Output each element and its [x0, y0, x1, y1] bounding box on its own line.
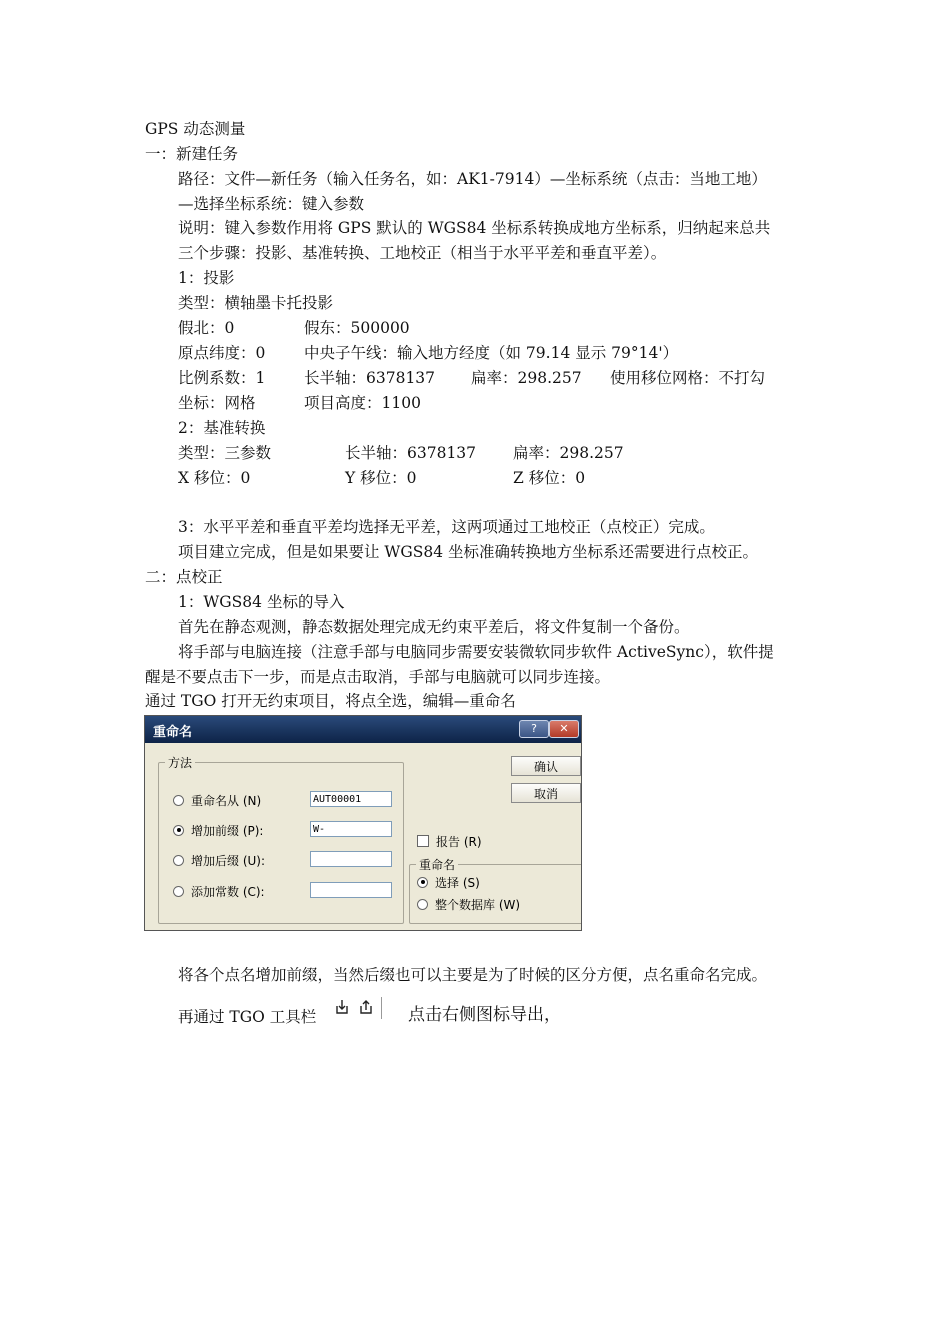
radio-whole-database[interactable] [417, 896, 520, 912]
checkbox-icon[interactable] [417, 835, 429, 847]
desc-line-1: 说明：键入参数作用将 GPS 默认的 WGS84 坐标系转换成地方坐标系，归纳起来总共 [178, 219, 771, 237]
projection-heading: 1：投影 [178, 269, 235, 287]
z-shift: Z 移位：0 [513, 469, 586, 487]
checkbox-label: 报告 (R) [436, 834, 482, 849]
radio-label: 增加前缀 (P): [191, 823, 264, 838]
rename-scope-label: 重命名 [416, 856, 458, 873]
import-icon[interactable] [335, 999, 349, 1015]
datum-flattening: 扁率：298.257 [513, 444, 624, 462]
radio-add-prefix[interactable] [173, 822, 263, 838]
shift-grid: 使用移位网格：不打勾 [610, 369, 766, 387]
tgo-toolbar [329, 995, 385, 1021]
radio-icon[interactable] [173, 886, 184, 897]
x-shift: X 移位：0 [178, 469, 251, 487]
datum-semi-major: 长半轴：6378137 [345, 444, 477, 462]
wgs84-import-heading: 1：WGS84 坐标的导入 [178, 593, 345, 611]
section2-heading: 二：点校正 [145, 568, 223, 586]
y-shift: Y 移位：0 [345, 469, 417, 487]
section1-heading: 一：新建任务 [145, 145, 239, 163]
semi-major-axis: 长半轴：6378137 [304, 369, 436, 387]
paragraph-backup: 首先在静态观测，静态数据处理完成无约束平差后，将文件复制一个备份。 [178, 618, 690, 636]
method-group-label: 方法 [165, 754, 195, 771]
radio-icon[interactable] [417, 899, 428, 910]
constant-input[interactable] [310, 882, 392, 898]
false-east: 假东：500000 [304, 319, 410, 337]
projection-type: 类型：横轴墨卡托投影 [178, 294, 334, 312]
paragraph-toolbar-tail: 点击右侧图标导出， [408, 1005, 561, 1025]
datum-heading: 2：基准转换 [178, 419, 266, 437]
paragraph-sync-1: 将手部与电脑连接（注意手部与电脑同步需要安装微软同步软件 ActiveSync），软件提 [178, 643, 774, 661]
paragraph-toolbar-lead: 再通过 TGO 工具栏 [178, 1008, 317, 1026]
radio-icon[interactable] [173, 795, 184, 806]
flattening: 扁率：298.257 [471, 369, 582, 387]
radio-label: 选择 (S) [435, 875, 480, 890]
datum-type: 类型：三参数 [178, 444, 272, 462]
paragraph-sync-2: 醒是不要点击下一步，而是点击取消，手部与电脑就可以同步连接。 [145, 668, 611, 686]
rename-from-input[interactable]: AUT00001 [310, 791, 392, 807]
cancel-button[interactable]: 取消 [511, 783, 581, 803]
radio-selected-icon[interactable] [173, 825, 184, 836]
toolbar-separator [381, 997, 382, 1019]
desc-line-2: 三个步骤：投影、基准转换、工地校正（相当于水平平差和垂直平差）。 [178, 244, 667, 262]
origin-latitude: 原点纬度：0 [178, 344, 266, 362]
export-icon[interactable] [359, 999, 373, 1015]
false-north: 假北：0 [178, 319, 235, 337]
path-line-2: —选择坐标系统：键入参数 [178, 195, 365, 213]
coordinate-type: 坐标：网格 [178, 394, 256, 412]
dialog-titlebar [145, 716, 581, 743]
project-height: 项目高度：1100 [304, 394, 421, 412]
close-button[interactable]: ✕ [549, 720, 579, 738]
paragraph-prefix-done: 将各个点名增加前缀，当然后缀也可以主要是为了时候的区分方便，点名重命名完成。 [178, 966, 768, 984]
radio-label: 添加常数 (C): [191, 884, 265, 899]
radio-icon[interactable] [173, 855, 184, 866]
doc-title: GPS 动态测量 [145, 120, 246, 138]
radio-selection[interactable] [417, 874, 480, 890]
central-meridian: 中央子午线：输入地方经度（如 79.14 显示 79°14'） [304, 344, 679, 362]
radio-add-constant[interactable] [173, 883, 265, 899]
suffix-input[interactable] [310, 851, 392, 867]
confirm-button[interactable]: 确认 [511, 756, 581, 776]
radio-label: 重命名从 (N) [191, 793, 262, 808]
dialog-title: 重命名 [153, 725, 193, 740]
project-done-text: 项目建立完成，但是如果要让 WGS84 坐标准确转换地方坐标系还需要进行点校正。 [178, 543, 759, 561]
radio-label: 整个数据库 (W) [435, 897, 521, 912]
scale-factor: 比例系数：1 [178, 369, 266, 387]
paragraph-tgo-rename: 通过 TGO 打开无约束项目，将点全选，编辑—重命名 [145, 692, 516, 710]
radio-rename-from[interactable] [173, 792, 261, 808]
radio-add-suffix[interactable] [173, 852, 265, 868]
path-line-1: 路径：文件—新任务（输入任务名，如：AK1-7914）—坐标系统（点击：当地工地） [178, 170, 767, 188]
help-button[interactable]: ? [519, 720, 549, 738]
radio-label: 增加后缀 (U): [191, 853, 266, 868]
rename-dialog [144, 715, 582, 931]
radio-selected-icon[interactable] [417, 877, 428, 888]
method-group [158, 762, 404, 924]
report-checkbox[interactable] [417, 833, 482, 849]
prefix-input[interactable]: W- [310, 821, 392, 837]
step3-text: 3：水平平差和垂直平差均选择无平差，这两项通过工地校正（点校正）完成。 [178, 518, 715, 536]
